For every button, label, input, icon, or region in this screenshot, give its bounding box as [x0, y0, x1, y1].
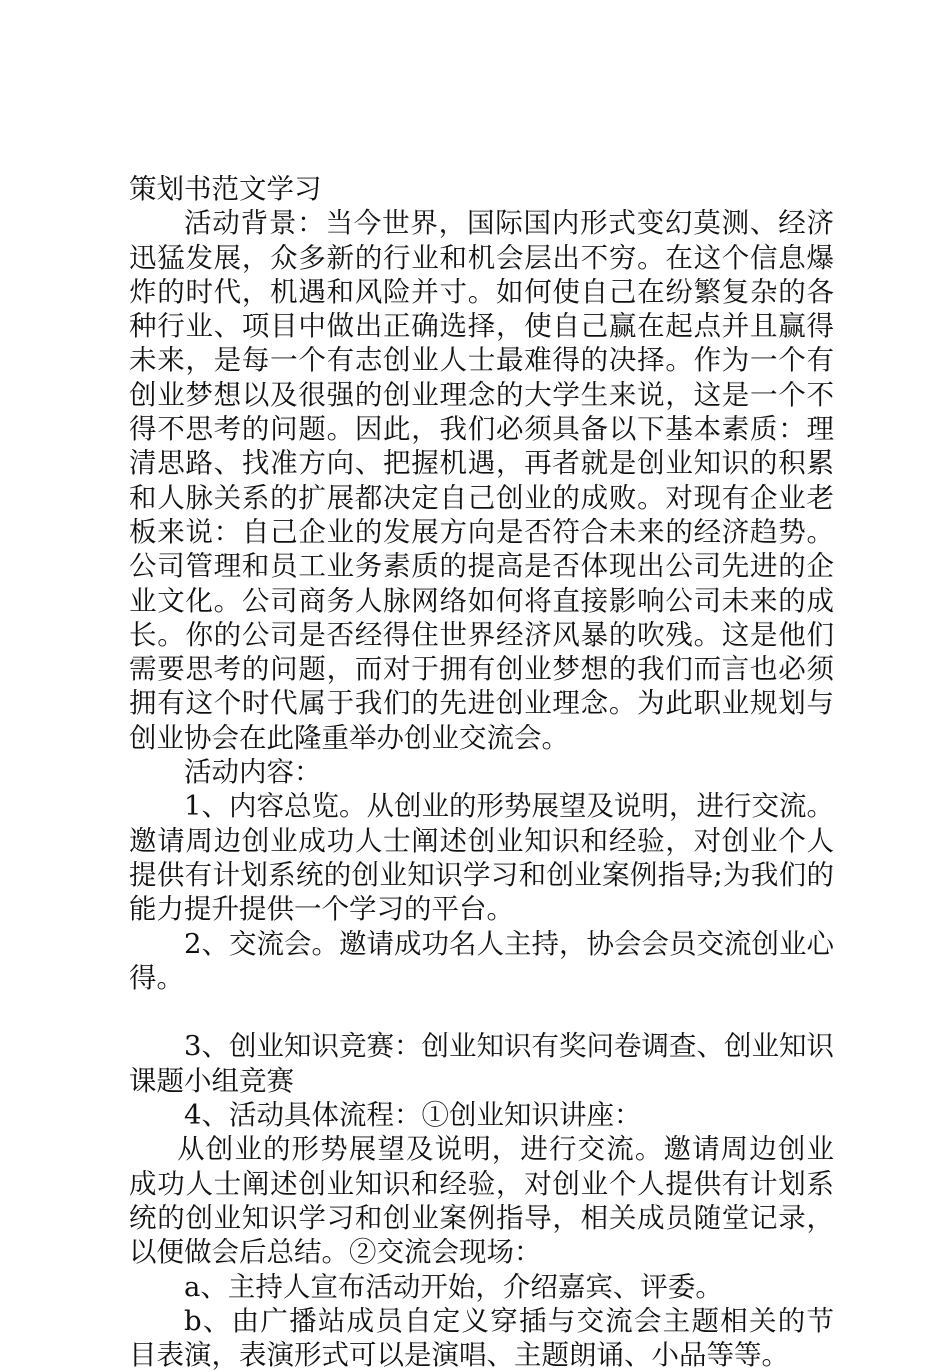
paragraph-item-2: 2、交流会。邀请成功名人主持，协会会员交流创业心得。	[129, 927, 834, 994]
paragraph-lecture-detail: 从创业的形势展望及说明，进行交流。邀请周边创业成功人士阐述创业知识和经验，对创业个人提供有计划系统的创业知识学习和创业案例指导，相关成员随堂记录，以便做会后总结。②交流会现场：	[129, 1133, 834, 1269]
document-body	[129, 172, 834, 1372]
paragraph-background: 活动背景：当今世界，国际国内形式变幻莫测、经济迅猛发展，众多新的行业和机会层出不穷。在这个信息爆炸的时代，机遇和风险并寸。如何使自己在纷繁复杂的各种行业、项目中做出正确选择，使自己赢在起点并且赢得未来，是每一个有志创业人士最难得的决择。作为一个有创业梦想以及很强的创业理念的大学生来说，这是一个不得不思考的问题。因此，我们必须具备以下基本素质：理清思路、找准方向、把握机遇，再者就是创业知识的积累和人脉关系的扩展都决定自己创业的成败。对现有企业老板来说：自己企业的发展方向是否符合未来的经济趋势。公司管理和员工业务素质的提高是否体现出公司先进的企业文化。公司商务人脉网络如何将直接影响公司未来的成长。你的公司是否经得住世界经济风暴的吹残。这是他们需要思考的问题，而对于拥有创业梦想的我们而言也必须拥有这个时代属于我们的先进创业理念。为此职业规划与创业协会在此隆重举办创业交流会。	[129, 207, 834, 754]
paragraph-step-b: b、由广播站成员自定义穿插与交流会主题相关的节目表演，表演形式可以是演唱、主题朗诵、小品等等。	[129, 1304, 834, 1372]
paragraph-content-heading: 活动内容：	[184, 756, 322, 789]
document-title: 策划书范文学习	[129, 173, 322, 205]
blank-line	[129, 995, 834, 1029]
paragraph-item-4: 4、活动具体流程：①创业知识讲座：	[184, 1099, 642, 1132]
paragraph-step-a: a、主持人宣布活动开始，介绍嘉宾、评委。	[184, 1270, 723, 1303]
paragraph-item-1: 1、内容总览。从创业的形势展望及说明，进行交流。邀请周边创业成功人士阐述创业知识和经验，对创业个人提供有计划系统的创业知识学习和创业案例指导;为我们的能力提升提供一个学习的平台。	[129, 790, 834, 926]
paragraph-item-3: 3、创业知识竞赛：创业知识有奖问卷调查、创业知识课题小组竞赛	[129, 1030, 834, 1097]
